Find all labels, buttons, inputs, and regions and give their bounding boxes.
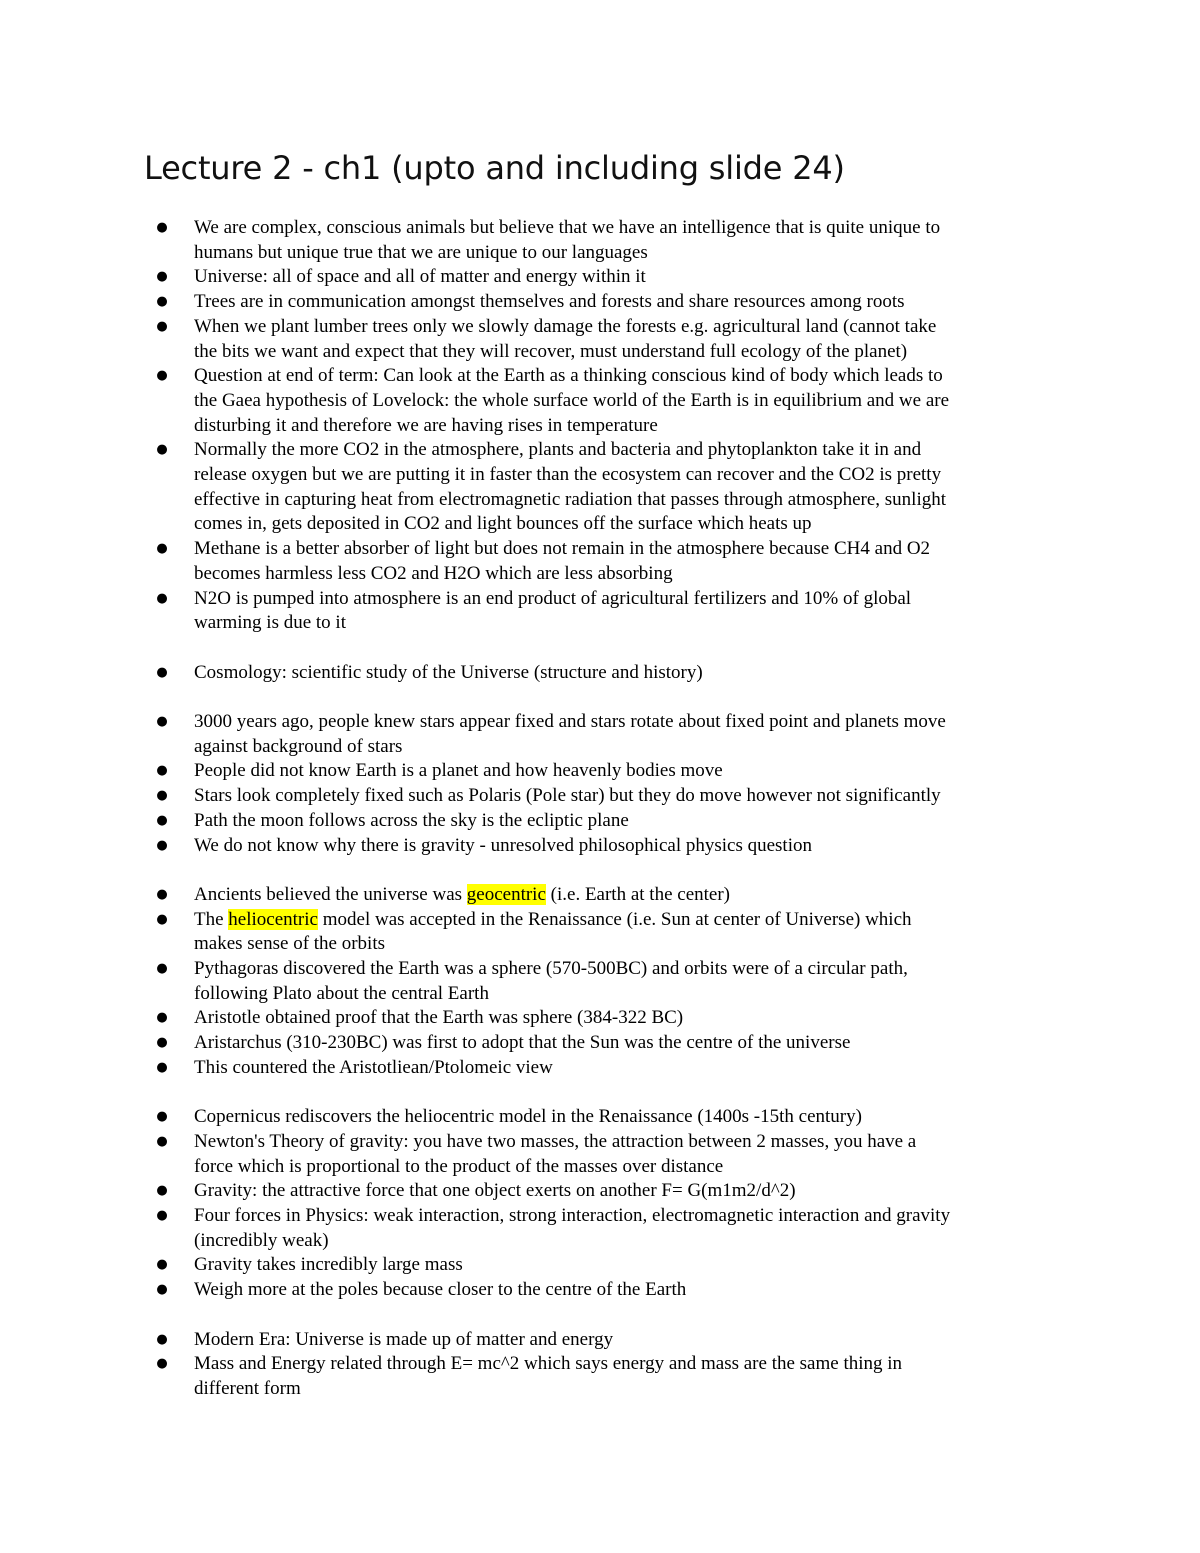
- bullet-icon: ●: [156, 1059, 168, 1075]
- bullet-icon: ●: [156, 294, 168, 310]
- item-text: Gravity takes incredibly large mass: [194, 1254, 463, 1276]
- list-item: [152, 1105, 1072, 1130]
- bullet-icon: ●: [156, 1257, 168, 1273]
- item-text: Newton's Theory of gravity: you have two masses, the attraction between 2 masses, you have a force which is proportional to the product of the masses over distance: [194, 1130, 917, 1177]
- list-item: [152, 1253, 1072, 1278]
- bullet-icon: ●: [156, 1109, 168, 1125]
- list-item: [152, 1130, 1072, 1179]
- list-item: [152, 883, 1072, 908]
- bullet-group: [152, 1328, 1072, 1402]
- list-item: [152, 364, 1072, 438]
- list-item: [152, 784, 1072, 809]
- list-item: [152, 1006, 1072, 1031]
- list-item: [152, 908, 1072, 957]
- item-text: Trees are in communication amongst themselves and forests and share resources among roots: [194, 291, 905, 313]
- bullet-icon: ●: [156, 886, 168, 902]
- list-item: [152, 265, 1072, 290]
- item-text: Aristotle obtained proof that the Earth was sphere (384-322 BC): [194, 1007, 684, 1029]
- item-text: Copernicus rediscovers the heliocentric model in the Renaissance (1400s -15th century): [194, 1106, 862, 1128]
- item-text: Universe: all of space and all of matter and energy within it: [194, 266, 646, 288]
- list-item: [152, 1328, 1072, 1353]
- item-text: Stars look completely fixed such as Polaris (Pole star) but they do move however not significantly: [194, 785, 941, 807]
- list-item: [152, 1031, 1072, 1056]
- item-text: The: [194, 908, 229, 930]
- item-text: When we plant lumber trees only we slowly damage the forests e.g. agricultural land (cannot take the bits we want and expect that they will recover, must understand full ecology of the planet): [194, 315, 937, 362]
- item-text: Pythagoras discovered the Earth was a sphere (570-500BC) and orbits were of a circular path, following Plato about the central Earth: [194, 958, 908, 1004]
- bullet-icon: ●: [156, 1282, 168, 1298]
- bullet-icon: ●: [156, 220, 168, 235]
- bullet-icon: ●: [156, 763, 168, 779]
- bullet-group: [152, 710, 1072, 858]
- bullet-icon: ●: [156, 664, 168, 680]
- item-text: Weigh more at the poles because closer to the centre of the Earth: [194, 1279, 687, 1301]
- bullet-icon: ●: [156, 442, 168, 458]
- list-item: [152, 438, 1072, 537]
- list-item: [152, 710, 1072, 759]
- list-item: [152, 759, 1072, 784]
- bullet-group: [152, 883, 1072, 1081]
- item-text: (i.e. Earth at the center): [545, 883, 730, 905]
- item-text: Question at end of term: Can look at the Earth as a thinking conscious kind of body which leads to the Gaea hypothesis of Lovelock: the whole surface world of the Earth is in equilibrium and we are disturbing it and therefore we are having rises in temperature: [194, 365, 950, 436]
- bullet-icon: ●: [156, 1010, 168, 1026]
- highlighted-term: geocentric: [466, 883, 546, 905]
- list-item: [152, 587, 1072, 636]
- bullet-icon: ●: [156, 714, 168, 730]
- bullet-icon: ●: [156, 269, 168, 285]
- bullet-icon: ●: [156, 1356, 168, 1372]
- bullet-group: [152, 216, 1072, 636]
- item-text: Cosmology: scientific study of the Universe (structure and history): [194, 661, 703, 683]
- item-text: People did not know Earth is a planet and how heavenly bodies move: [194, 760, 723, 782]
- list-item: [152, 1056, 1072, 1081]
- item-text: Ancients believed the universe was: [194, 883, 467, 905]
- bullet-group: [152, 661, 1072, 686]
- list-item: [152, 809, 1072, 834]
- list-item: [152, 1352, 1072, 1401]
- item-text: Mass and Energy related through E= mc^2 which says energy and mass are the same thing in different form: [194, 1353, 903, 1399]
- item-text: Normally the more CO2 in the atmosphere, plants and bacteria and phytoplankton take it in and release oxygen but we are putting it in faster than the ecosystem can recover and the CO2 is pretty effective in capturing heat from electromagnetic radiation that passes through atmosphere, sunlight comes in, gets deposited in CO2 and light bounces off the surface which heats up: [194, 439, 947, 535]
- list-item: [152, 216, 1072, 265]
- list-item: [152, 1179, 1072, 1204]
- item-text: 3000 years ago, people knew stars appear fixed and stars rotate about fixed point and planets move against background of stars: [194, 711, 946, 757]
- item-text: Aristarchus (310-230BC) was first to adopt that the Sun was the centre of the universe: [194, 1032, 851, 1054]
- item-text: We are complex, conscious animals but believe that we have an intelligence that is quite unique to humans but unique true that we are unique to our languages: [194, 217, 941, 263]
- item-text: Methane is a better absorber of light but does not remain in the atmosphere because CH4 and O2 becomes harmless less CO2 and H2O which are less absorbing: [194, 538, 931, 584]
- list-item: [152, 537, 1072, 586]
- notes-list: [152, 216, 1072, 1402]
- bullet-icon: ●: [156, 911, 168, 927]
- item-text: Modern Era: Universe is made up of matter and energy: [194, 1328, 614, 1350]
- list-item: [152, 661, 1072, 686]
- bullet-icon: ●: [156, 1133, 168, 1149]
- list-item: [152, 290, 1072, 315]
- page-title: Lecture 2 - ch1 (upto and including slide 24): [144, 149, 845, 187]
- item-text: Gravity: the attractive force that one object exerts on another F= G(m1m2/d^2): [194, 1180, 796, 1202]
- list-item: [152, 1204, 1072, 1253]
- bullet-icon: ●: [156, 788, 168, 804]
- list-item: [152, 834, 1072, 859]
- bullet-group: [152, 1105, 1072, 1303]
- item-text: N2O is pumped into atmosphere is an end product of agricultural fertilizers and 10% of global warming is due to it: [194, 587, 912, 634]
- bullet-icon: ●: [156, 541, 168, 557]
- item-text: Path the moon follows across the sky is the ecliptic plane: [194, 809, 629, 831]
- bullet-icon: ●: [156, 837, 168, 853]
- bullet-icon: ●: [156, 1183, 168, 1199]
- bullet-icon: ●: [156, 590, 168, 606]
- item-text: We do not know why there is gravity - unresolved philosophical physics question: [194, 834, 812, 856]
- item-text: Four forces in Physics: weak interaction, strong interaction, electromagnetic interaction and gravity (incredibly weak): [194, 1205, 951, 1251]
- bullet-icon: ●: [156, 318, 168, 334]
- item-text: model was accepted in the Renaissance (i.e. Sun at center of Universe) which makes sense of the orbits: [194, 908, 912, 955]
- list-item: [152, 957, 1072, 1006]
- bullet-icon: ●: [156, 1208, 168, 1224]
- item-text: This countered the Aristotliean/Ptolomeic view: [194, 1056, 553, 1078]
- bullet-icon: ●: [156, 812, 168, 828]
- highlighted-term: heliocentric: [228, 908, 318, 930]
- bullet-icon: ●: [156, 1331, 168, 1347]
- bullet-icon: ●: [156, 368, 168, 384]
- list-item: [152, 315, 1072, 364]
- bullet-icon: ●: [156, 1035, 168, 1051]
- list-item: [152, 1278, 1072, 1303]
- bullet-icon: ●: [156, 961, 168, 977]
